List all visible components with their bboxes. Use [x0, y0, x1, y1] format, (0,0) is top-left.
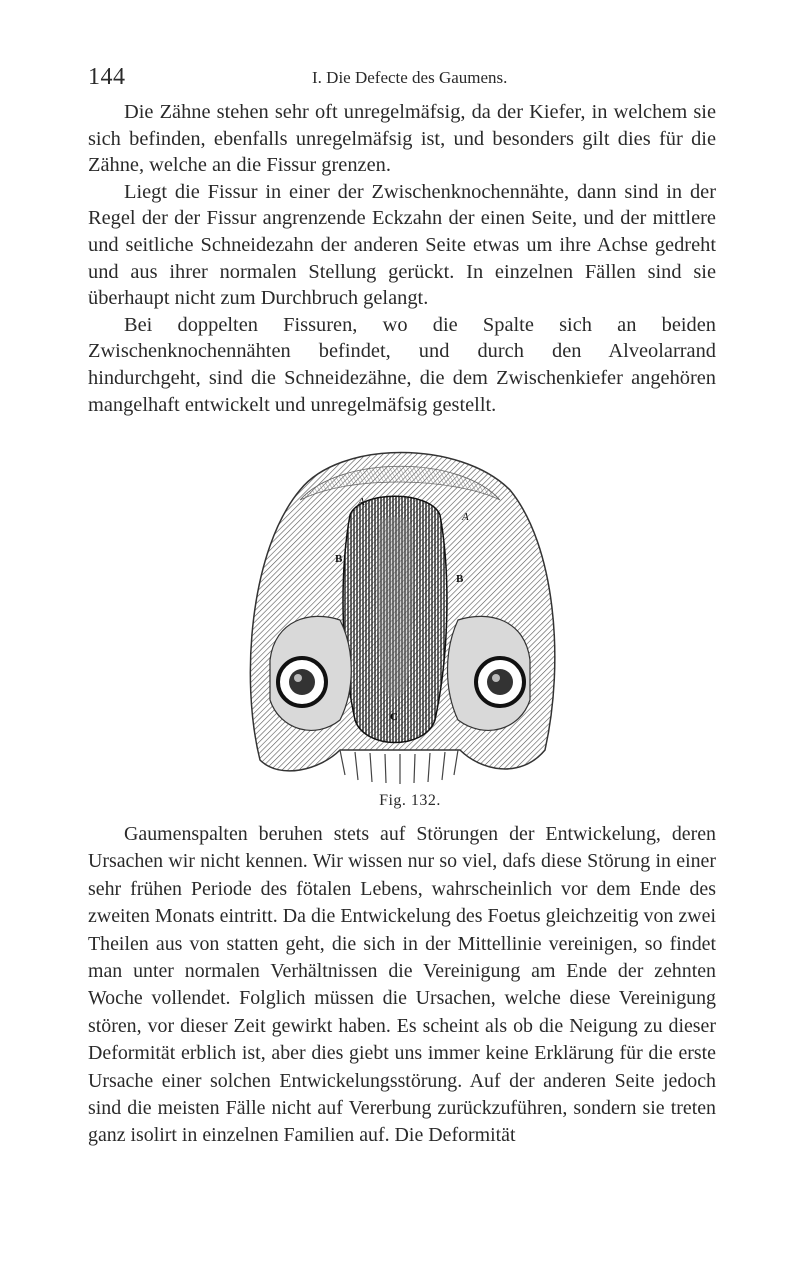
figure-label-b-left: B [335, 553, 343, 565]
lower-fringe [340, 750, 458, 784]
figure-caption-text: Fig. 132. [379, 792, 441, 809]
page-number: 144 [88, 64, 126, 90]
paragraph-teeth-irregular: Die Zähne stehen sehr oft unregelmäfsig, da der Kiefer, in welchem sie sich befinden, ebenfalls unregelmäfsig ist, und besonders gilt dies für die Zähne, welche an die Fissur grenzen. [88, 101, 716, 177]
bottom-text-block [88, 821, 716, 1150]
paragraph-double-fissure: Bei doppelten Fissuren, wo die Spalte sich an beiden Zwischenknochennähten befindet, und durch den Alveolarrand hindurchgeht, sind die Schneidezähne, die dem Zwischenkiefer angehören mangelhaft entwickelt und unregelmäfsig gestellt. [88, 313, 716, 416]
cleft-highlight [377, 517, 414, 698]
figure-label-a-left: A [358, 496, 365, 508]
paragraph-causes: Gaumenspalten beruhen stets auf Störungen der Entwickelung, deren Ursachen wir nicht kennen. Wir wissen nur so viel, dafs diese Störung in einer sehr frühen Periode des fötalen Lebens, wahrscheinlich vor dem Ende des zweiten Monats eintritt. Da die Entwickelung des Foetus gleichzeitig von zwei Theilen aus von statten geht, die sich in der Mittellinie vereinigen, so findet man unter normalen Verhältnissen die Vereinigung am Ende der zehnten Woche vollendet. Folglich müssen die Ursachen, welche diese Vereinigung stören, vor dieser Zeit gewirkt haben. Es scheint als ob die Neigung zu dieser Deformität erblich ist, aber dies giebt uns immer keine Erklärung für die erste Ursache einer solchen Entwickelungsstörung. Auf der anderen Seite jedoch sind die meisten Fälle nicht auf Vererbung zurückzuführen, sondern sie treten ganz isolirt in einzelnen Familien auf. Die Deformität [88, 823, 716, 1147]
figure-132 [230, 420, 570, 809]
right-tooth-highlight [492, 674, 500, 682]
figure-label-b-right: B [456, 573, 464, 585]
running-head [88, 64, 718, 92]
running-title: I. Die Defecte des Gaumens. [312, 68, 508, 87]
figure-label-c: C [390, 711, 398, 723]
left-tooth [289, 669, 315, 695]
cleft-palate-illustration [230, 420, 570, 790]
left-tooth-highlight [294, 674, 302, 682]
figure-caption [230, 792, 570, 810]
top-text-block [88, 99, 716, 418]
right-tooth [487, 669, 513, 695]
figure-label-a: A [462, 511, 469, 523]
paragraph-fissure-suture: Liegt die Fissur in einer der Zwischenknochennähte, dann sind in der Regel der der Fissur angrenzende Eckzahn der einen Seite, und der mittlere und seitliche Schneidezahn der anderen Seite etwas um ihre Achse gedreht und aus ihrer normalen Stellung gerückt. In einzelnen Fällen sind sie überhaupt nicht zum Durchbruch gelangt. [88, 180, 716, 310]
